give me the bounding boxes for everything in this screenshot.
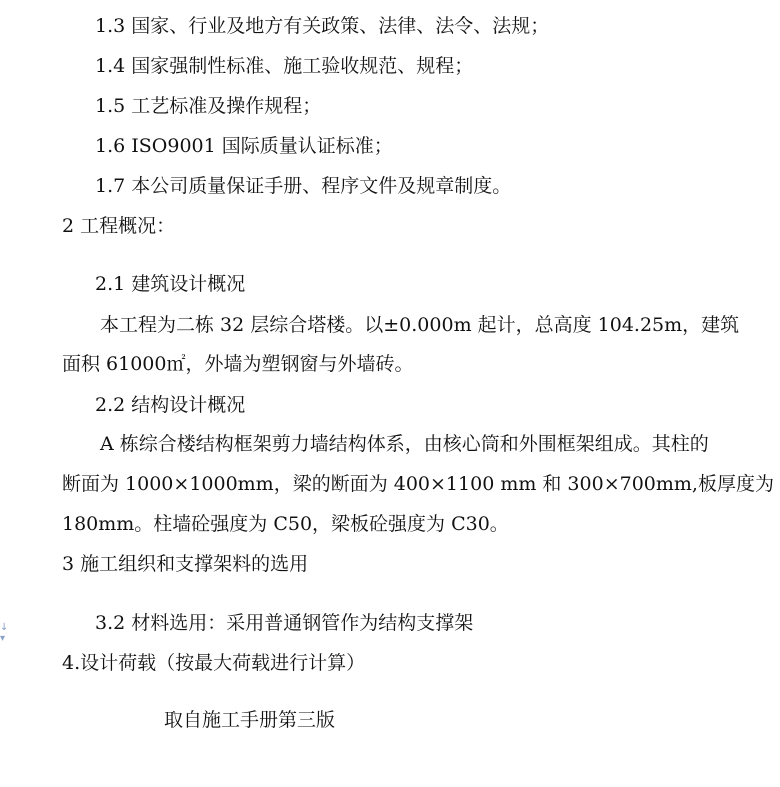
section-heading-3: 3 施工组织和支撑架料的选用 [62,553,309,575]
paragraph-anchor-icon[interactable]: ↓ ▾ [0,622,9,644]
paragraph-line: 面积 61000㎡，外墙为塑钢窗与外墙砖。 [62,353,414,375]
paragraph-line: 本工程为二栋 32 层综合塔楼。以±0.000m 起计，总高度 104.25m，建筑 [100,314,740,336]
section-heading-4: 4.设计荷载（按最大荷载进行计算） [62,652,366,674]
subsection-heading-2-1: 2.1 建筑设计概况 [95,273,246,295]
list-item: 1.6 ISO9001 国际质量认证标准； [95,135,393,157]
source-note: 取自施工手册第三版 [164,709,336,731]
list-item: 1.7 本公司质量保证手册、程序文件及规章制度。 [95,175,512,197]
subsection-heading-3-2: 3.2 材料选用：采用普通钢管作为结构支撑架 [95,612,474,634]
paragraph-line: 180mm。柱墙砼强度为 C50，梁板砼强度为 C30。 [62,513,509,535]
paragraph-line: A 栋综合楼结构框架剪力墙结构体系，由核心筒和外围框架组成。其柱的 [100,433,709,455]
list-item: 1.3 国家、行业及地方有关政策、法律、法令、法规； [95,15,550,37]
list-item: 1.4 国家强制性标准、施工验收规范、规程； [95,55,474,77]
list-item: 1.5 工艺标准及操作规程； [95,95,322,117]
section-heading-2: 2 工程概况： [62,215,176,237]
paragraph-line: 断面为 1000×1000mm，梁的断面为 400×1100 mm 和 300×700mm,板厚度为 [62,473,774,495]
subsection-heading-2-2: 2.2 结构设计概况 [95,394,246,416]
